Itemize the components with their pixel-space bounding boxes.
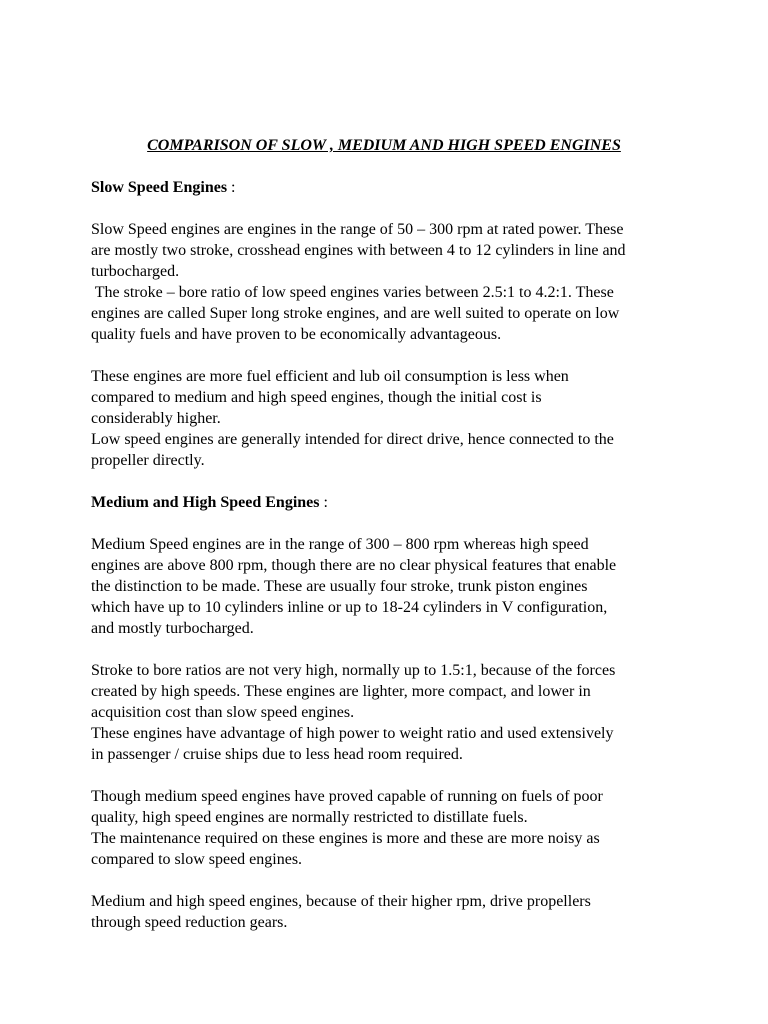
paragraph-medium-4: [91, 891, 701, 933]
text-line: the distinction to be made. These are usually four stroke, trunk piston engines: [91, 578, 588, 595]
section-heading-slow-speed-text: Slow Speed Engines: [91, 179, 228, 196]
document-body: [91, 177, 701, 933]
text-line: turbocharged.: [91, 263, 180, 280]
text-line: in passenger / cruise ships due to less head room required.: [91, 746, 463, 763]
section-heading-medium-high-speed-suffix: :: [319, 494, 328, 511]
text-line: considerably higher.: [91, 410, 221, 427]
paragraph-slow-1: [91, 219, 701, 345]
text-line: Stroke to bore ratios are not very high, normally up to 1.5:1, because of the forces: [91, 662, 616, 679]
document-title: COMPARISON OF SLOW , MEDIUM AND HIGH SPEED ENGINES: [147, 137, 621, 154]
paragraph-medium-1: [91, 534, 701, 639]
text-line: compared to slow speed engines.: [91, 851, 303, 868]
text-line: The maintenance required on these engines is more and these are more noisy as: [91, 830, 600, 847]
text-line: compared to medium and high speed engines, though the initial cost is: [91, 389, 542, 406]
text-line: propeller directly.: [91, 452, 205, 469]
text-line: engines are called Super long stroke engines, and are well suited to operate on low: [91, 305, 620, 322]
text-line: which have up to 10 cylinders inline or up to 18-24 cylinders in V configuration,: [91, 599, 608, 616]
text-line: Medium and high speed engines, because of their higher rpm, drive propellers: [91, 893, 591, 910]
text-line: Though medium speed engines have proved capable of running on fuels of poor: [91, 788, 603, 805]
paragraph-medium-2: [91, 660, 701, 765]
text-line: Medium Speed engines are in the range of 300 – 800 rpm whereas high speed: [91, 536, 589, 553]
section-heading-slow-speed: [91, 177, 701, 198]
text-line: are mostly two stroke, crosshead engines with between 4 to 12 cylinders in line and: [91, 242, 626, 259]
text-line: created by high speeds. These engines are lighter, more compact, and lower in: [91, 683, 591, 700]
paragraph-slow-2: [91, 366, 701, 471]
text-line: Low speed engines are generally intended for direct drive, hence connected to the: [91, 431, 614, 448]
text-line: engines are above 800 rpm, though there are no clear physical features that enable: [91, 557, 617, 574]
section-heading-slow-speed-suffix: :: [227, 179, 236, 196]
paragraph-medium-3: [91, 786, 701, 870]
text-line: These engines have advantage of high power to weight ratio and used extensively: [91, 725, 614, 742]
text-line: acquisition cost than slow speed engines.: [91, 704, 355, 721]
text-line: and mostly turbocharged.: [91, 620, 254, 637]
text-line: The stroke – bore ratio of low speed engines varies between 2.5:1 to 4.2:1. These: [91, 284, 614, 301]
text-line: quality fuels and have proven to be economically advantageous.: [91, 326, 502, 343]
section-heading-medium-high-speed: [91, 492, 701, 513]
section-heading-medium-high-speed-text: Medium and High Speed Engines: [91, 494, 320, 511]
text-line: quality, high speed engines are normally restricted to distillate fuels.: [91, 809, 528, 826]
text-line: Slow Speed engines are engines in the range of 50 – 300 rpm at rated power. These: [91, 221, 624, 238]
text-line: through speed reduction gears.: [91, 914, 288, 931]
text-line: These engines are more fuel efficient and lub oil consumption is less when: [91, 368, 569, 385]
